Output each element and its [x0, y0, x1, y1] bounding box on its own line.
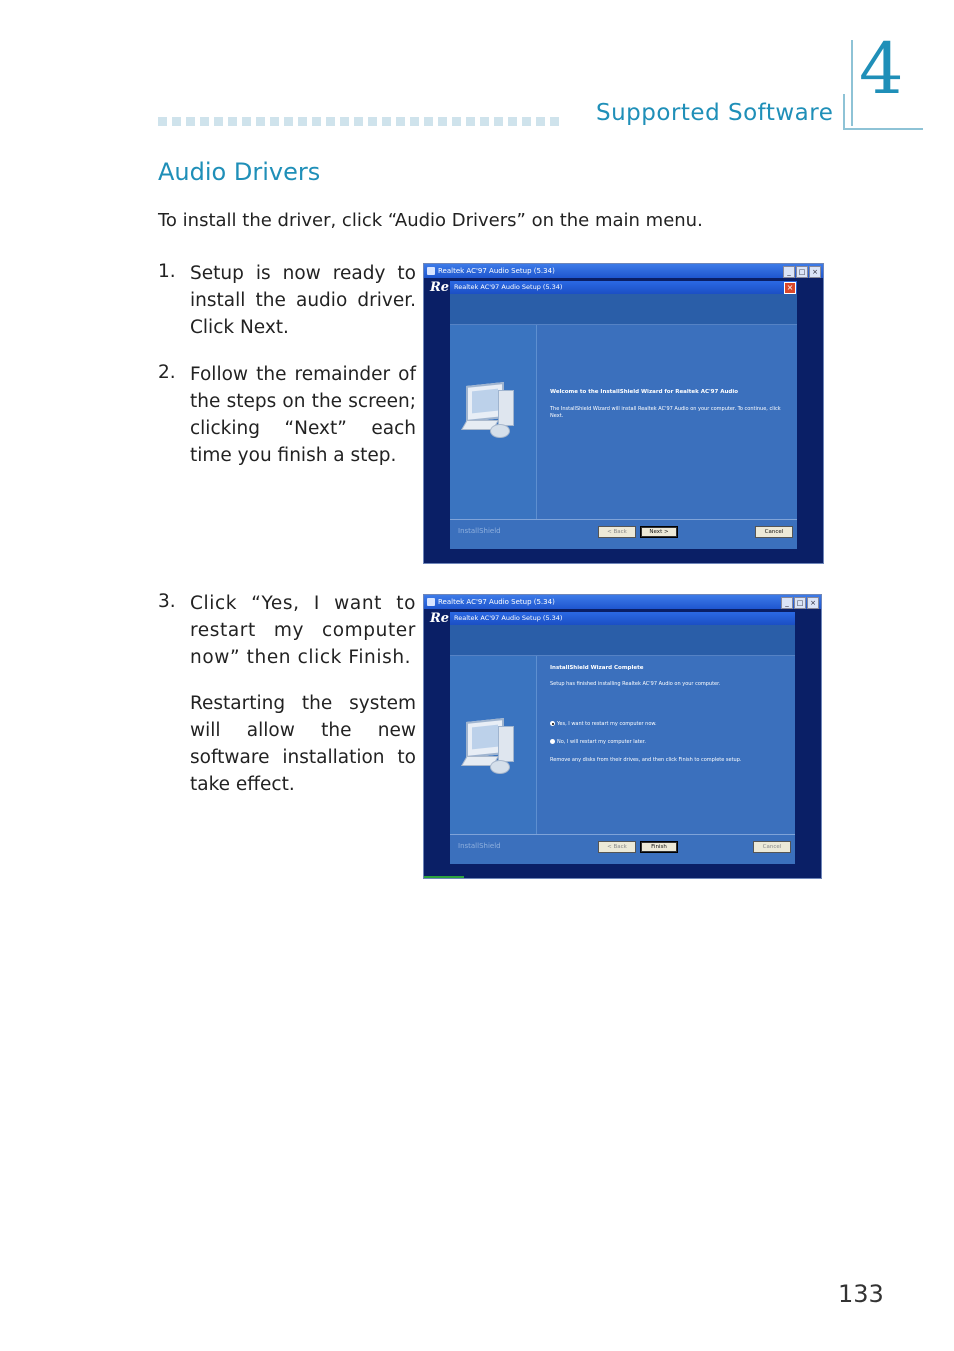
maximize-icon[interactable]: □: [794, 597, 806, 609]
step-3-text: Click “Yes, I want to restart my computer now” then click Finish.: [190, 593, 416, 668]
finish-button[interactable]: Finish: [640, 841, 678, 853]
app-icon: [427, 598, 435, 606]
back-button[interactable]: < Back: [598, 841, 636, 853]
realtek-logo: Re: [430, 611, 450, 626]
restart-note: Restarting the system will allow the new software installation to take effect.: [190, 693, 416, 795]
installshield-brand: InstallShield: [458, 842, 501, 850]
step-1-text: Setup is now ready to install the audio driver. Click Next.: [190, 263, 416, 338]
realtek-logo: Re: [430, 280, 450, 295]
wizard-side-panel: [450, 656, 537, 834]
inner-title: Realtek AC'97 Audio Setup (5.34): [454, 614, 563, 622]
close-icon[interactable]: ×: [807, 597, 819, 609]
maximize-icon[interactable]: □: [796, 266, 808, 278]
page-heading: Audio Drivers: [158, 158, 321, 186]
installshield-brand: InstallShield: [458, 527, 501, 535]
minimize-icon[interactable]: _: [783, 266, 795, 278]
wizard-content: [550, 389, 787, 420]
inner-title-bar: [450, 281, 797, 294]
wizard-banner: [450, 625, 795, 656]
chapter-number: 4: [859, 28, 904, 110]
screenshot-welcome: [423, 263, 824, 564]
app-icon: [427, 267, 435, 275]
inner-title: Realtek AC'97 Audio Setup (5.34): [454, 283, 563, 291]
inner-title-bar: [450, 612, 795, 625]
complete-title: InstallShield Wizard Complete: [550, 665, 644, 671]
outer-title-bar: [424, 264, 823, 278]
taskbar-fragment: [424, 876, 464, 878]
wizard-content: [550, 665, 785, 764]
page-number: 133: [838, 1280, 884, 1308]
section-title: Supported Software: [596, 100, 834, 126]
outer-title-bar: [424, 595, 821, 609]
screenshot-complete: [423, 594, 822, 879]
close-icon[interactable]: ×: [784, 282, 796, 294]
computer-icon: [462, 380, 524, 442]
wizard-footer: [450, 519, 797, 549]
radio-unselected-icon[interactable]: [550, 739, 555, 744]
outer-title: Realtek AC'97 Audio Setup (5.34): [438, 598, 555, 606]
wizard-banner: [450, 294, 797, 325]
step-2-text: Follow the remainder of the steps on the screen; clicking “Next” each time you finish a step.: [190, 364, 416, 466]
welcome-title: Welcome to the InstallShield Wizard for Realtek AC'97 Audio: [550, 389, 739, 395]
header-dot-rule: [158, 117, 588, 126]
restart-no-option[interactable]: No, I will restart my computer later.: [550, 739, 785, 746]
back-button[interactable]: < Back: [598, 526, 636, 538]
close-icon[interactable]: ×: [809, 266, 821, 278]
next-button[interactable]: Next >: [640, 526, 678, 538]
step-2-number: 2.: [158, 362, 176, 383]
step-3-number: 3.: [158, 591, 176, 612]
chapter-marker: [843, 28, 923, 132]
cancel-button[interactable]: Cancel: [755, 526, 793, 538]
wizard-footer: [450, 834, 795, 864]
intro-text: To install the driver, click “Audio Drivers” on the main menu.: [158, 210, 703, 231]
radio-selected-icon[interactable]: [550, 721, 555, 726]
minimize-icon[interactable]: _: [781, 597, 793, 609]
complete-body: Setup has finished installing Realtek AC'97 Audio on your computer.: [550, 681, 721, 687]
outer-title: Realtek AC'97 Audio Setup (5.34): [438, 267, 555, 275]
cancel-button[interactable]: Cancel: [753, 841, 791, 853]
wizard-side-panel: [450, 325, 537, 519]
restart-yes-option[interactable]: Yes, I want to restart my computer now.: [550, 721, 785, 728]
welcome-body: The InstallShield Wizard will install Realtek AC'97 Audio on your computer. To continue, click Next.: [550, 406, 781, 419]
step-1-number: 1.: [158, 261, 176, 282]
wizard-dialog: [450, 294, 797, 549]
computer-icon: [462, 716, 524, 778]
remove-disks-note: Remove any disks from their drives, and then click Finish to complete setup.: [550, 757, 742, 763]
wizard-dialog: [450, 625, 795, 864]
